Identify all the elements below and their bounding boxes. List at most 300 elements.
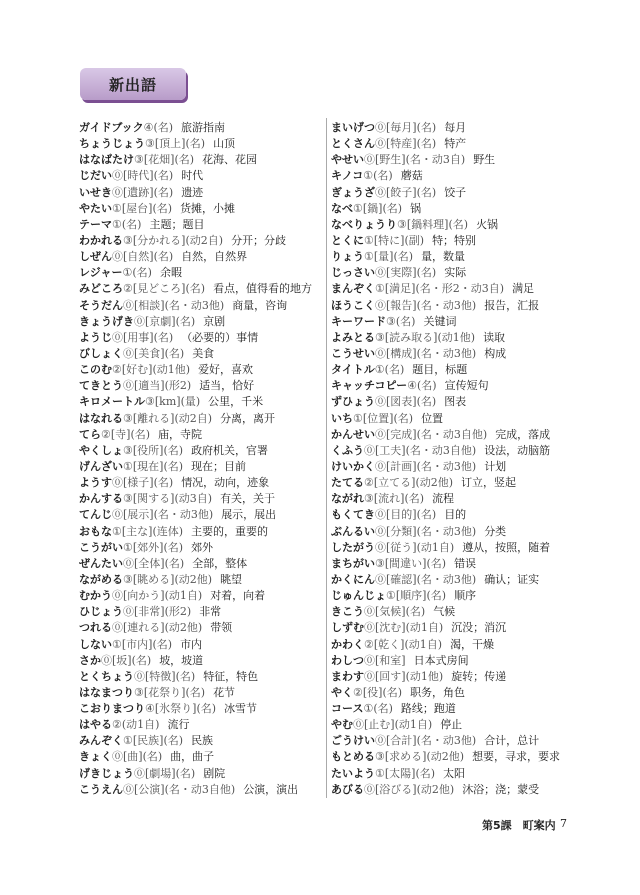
accent-mark: ⓪	[123, 605, 134, 619]
vocab-meaning: 锅	[410, 201, 422, 215]
vocab-meaning: 职务，角色	[410, 685, 466, 699]
vocab-word: したがう	[331, 540, 375, 554]
vocab-word: てきとう	[79, 379, 123, 393]
vocab-kanji: [構成]	[386, 346, 417, 360]
accent-mark: ③	[123, 233, 133, 247]
vocab-entry	[331, 233, 581, 249]
vocab-word: くふう	[331, 443, 364, 457]
vocab-meaning: 停止	[440, 718, 463, 732]
vocab-word: もくてき	[331, 508, 375, 522]
part-of-speech: (名)	[416, 395, 437, 409]
accent-mark: ⓪	[375, 137, 386, 151]
vocab-entry	[79, 314, 329, 330]
vocab-kanji: [分類]	[386, 524, 417, 538]
accent-mark: ⓪	[364, 443, 375, 457]
part-of-speech: (名・动3他)	[153, 508, 214, 522]
accent-mark: ①	[353, 201, 363, 215]
accent-mark: ⓪	[123, 782, 134, 796]
vocab-kanji: [役]	[362, 685, 383, 699]
vocab-kanji: [確認]	[386, 572, 417, 586]
accent-mark: ③	[375, 750, 385, 764]
vocab-meaning: 遗迹	[181, 185, 204, 199]
accent-mark: ①	[112, 637, 122, 651]
accent-mark: ⓪	[364, 621, 375, 635]
vocab-meaning: 适当，恰好	[199, 379, 255, 393]
vocab-meaning: 公里，千米	[208, 395, 264, 409]
vocab-entry	[331, 427, 581, 443]
vocab-word: たいよう	[331, 766, 375, 780]
vocab-kanji: [用事]	[123, 330, 154, 344]
vocab-meaning: 想要，寻求，要求	[472, 750, 561, 764]
vocab-word: ごうけい	[331, 734, 375, 748]
vocab-meaning: 订立，竖起	[461, 476, 517, 490]
part-of-speech: (动2他)	[415, 476, 454, 490]
part-of-speech: (名・动3自他)	[416, 427, 488, 441]
vocab-word: ながめる	[79, 572, 123, 586]
accent-mark: ⓪	[375, 524, 386, 538]
vocab-entry	[331, 168, 581, 184]
vocab-kanji: [民族]	[132, 734, 164, 748]
part-of-speech: (名)	[395, 314, 416, 328]
part-of-speech: (名)	[416, 508, 437, 522]
vocab-meaning: 构成	[484, 346, 507, 360]
vocab-meaning: 遵从，按照，随着	[462, 540, 551, 554]
accent-mark: ①	[374, 363, 385, 377]
part-of-speech: (动2自)	[174, 411, 213, 425]
accent-mark: ⓪	[364, 669, 375, 683]
part-of-speech: (动1自)	[164, 589, 203, 603]
accent-mark: ⓪	[375, 266, 386, 280]
vocab-entry	[331, 249, 581, 265]
vocab-kanji: [km]	[154, 395, 181, 409]
vocab-meaning: 商量，咨询	[232, 298, 288, 312]
vocab-word: てら	[79, 427, 101, 441]
accent-mark: ⓪	[364, 653, 375, 667]
vocab-word: じゅんじょ	[331, 589, 386, 603]
vocab-meaning: 剧院	[203, 766, 226, 780]
accent-mark: ⓪	[364, 605, 375, 619]
vocab-meaning: 每月	[444, 121, 467, 134]
vocab-word: いせき	[79, 185, 112, 199]
accent-mark: ①	[123, 540, 133, 554]
part-of-speech: (名)	[373, 702, 393, 716]
vocab-word: ガイドブック	[79, 121, 144, 134]
accent-mark: ⓪	[112, 621, 123, 635]
part-of-speech: (名)	[416, 266, 437, 280]
vocab-entry	[331, 217, 581, 233]
accent-mark: ⓪	[375, 459, 386, 473]
vocab-word: りょう	[331, 250, 364, 264]
vocab-word: そうだん	[79, 298, 123, 312]
part-of-speech: (名)	[153, 330, 174, 344]
accent-mark: ①	[112, 201, 122, 215]
vocab-word: おもな	[79, 524, 112, 538]
vocab-word: やむ	[331, 718, 353, 732]
vocab-word: けいかく	[331, 459, 375, 473]
part-of-speech: (名)	[163, 540, 184, 554]
vocab-word: なべりょうり	[331, 217, 397, 231]
accent-mark: ⓪	[134, 669, 145, 683]
vocab-meaning: 分开；分歧	[231, 233, 287, 247]
vocab-meaning: 确认；证实	[484, 572, 540, 586]
accent-mark: ①	[375, 282, 385, 296]
part-of-speech: (名)	[175, 669, 196, 683]
vocab-meaning: 日本式房间	[413, 653, 469, 667]
part-of-speech: (名)	[426, 556, 447, 570]
vocab-meaning: 火锅	[476, 217, 499, 231]
vocab-kanji: [遺跡]	[123, 185, 154, 199]
part-of-speech: (名)	[417, 379, 437, 393]
vocab-word: きょうげき	[79, 314, 134, 328]
vocab-kanji: [完成]	[386, 427, 417, 441]
vocab-word: ながれ	[331, 492, 364, 506]
vocab-entry	[331, 782, 581, 798]
part-of-speech: (名)	[163, 459, 184, 473]
vocab-kanji: [適当]	[134, 379, 165, 393]
accent-mark: ⓪	[112, 330, 123, 344]
part-of-speech: (名・动3他)	[416, 734, 477, 748]
vocab-kanji: [屋台]	[121, 201, 153, 215]
accent-mark: ⓪	[112, 185, 123, 199]
vocab-kanji: [見どころ]	[132, 282, 186, 296]
part-of-speech: (动1自)	[121, 718, 160, 732]
vocab-word: まんぞく	[331, 282, 375, 296]
part-of-speech: (名)	[142, 750, 163, 764]
vocab-meaning: 野生	[473, 153, 496, 167]
vocab-meaning: 满足	[512, 282, 535, 296]
vocab-word: ぶんるい	[331, 524, 375, 538]
part-of-speech: (动3自)	[174, 492, 213, 506]
vocab-word: しぜん	[79, 250, 112, 264]
vocab-word: かくにん	[331, 572, 375, 586]
vocab-entry	[331, 265, 581, 281]
vocab-word: ずひょう	[331, 395, 375, 409]
vocab-kanji: [劇場]	[145, 766, 176, 780]
vocab-meaning: 设法，动脑筋	[484, 443, 551, 457]
part-of-speech: (动2他)	[416, 782, 455, 796]
vocab-meaning: 对着，向着	[210, 589, 266, 603]
vocab-entry	[79, 540, 329, 556]
vocab-entry	[79, 378, 329, 394]
part-of-speech: (动2他)	[174, 572, 213, 586]
accent-mark: ④	[143, 121, 154, 134]
vocab-entry	[331, 588, 581, 604]
vocab-meaning: 报告，汇报	[484, 298, 540, 312]
vocab-kanji: [展示]	[123, 508, 154, 522]
accent-mark: ⓪	[134, 314, 145, 328]
accent-mark: ⓪	[375, 121, 386, 134]
part-of-speech: (名)	[164, 556, 185, 570]
part-of-speech: (名)	[185, 282, 206, 296]
vocab-kanji: [主な]	[121, 524, 153, 538]
vocab-meaning: 眺望	[220, 572, 243, 586]
vocab-entry	[79, 766, 329, 782]
vocab-entry	[331, 346, 581, 362]
accent-mark: ⓪	[375, 734, 386, 748]
vocab-entry	[331, 669, 581, 685]
vocab-word: いち	[331, 411, 353, 425]
part-of-speech: (名・动3自)	[405, 153, 466, 167]
vocab-word: むかう	[79, 589, 112, 603]
vocab-entry	[79, 443, 329, 459]
accent-mark: ⓪	[123, 298, 134, 312]
vocab-entry	[79, 394, 329, 410]
vocab-meaning: 宣传短句	[444, 379, 489, 393]
vocab-entry	[331, 507, 581, 523]
vocab-entry	[79, 524, 329, 540]
accent-mark: ⓪	[364, 153, 375, 167]
vocab-kanji: [気候]	[375, 605, 406, 619]
accent-mark: ⓪	[375, 346, 386, 360]
accent-mark: ①	[112, 524, 122, 538]
vocab-entry	[79, 168, 329, 184]
accent-mark: ③	[397, 217, 407, 231]
vocab-word: キノコ	[331, 169, 364, 183]
vocab-word: キロメートル	[79, 395, 145, 409]
vocab-word: げんざい	[79, 459, 123, 473]
part-of-speech: (动1自)	[405, 621, 444, 635]
vocab-word: かわく	[331, 637, 364, 651]
vocab-word: わしつ	[331, 653, 364, 667]
vocab-kanji: [立てる]	[373, 476, 416, 490]
vocab-word: キャッチコピー	[331, 379, 408, 393]
vocab-kanji: [止む]	[364, 718, 395, 732]
vocab-meaning: 民族	[191, 734, 214, 748]
part-of-speech: (名・形2・动3自)	[415, 282, 505, 296]
accent-mark: ⓪	[375, 395, 386, 409]
vocab-kanji: [郊外]	[132, 540, 164, 554]
part-of-speech: (名)	[416, 121, 437, 134]
accent-mark: ③	[375, 556, 385, 570]
part-of-speech: (动2他)	[164, 621, 203, 635]
vocab-word: わかれる	[79, 233, 123, 247]
vocab-kanji: [回す]	[375, 669, 406, 683]
part-of-speech: (名)	[382, 201, 403, 215]
vocab-meaning: 太阳	[443, 766, 466, 780]
vocab-meaning: 位置	[421, 411, 444, 425]
accent-mark: ⓪	[364, 782, 375, 796]
vocab-meaning: 关键词	[423, 314, 457, 328]
vocab-meaning: 分类	[484, 524, 507, 538]
vocab-entry	[79, 701, 329, 717]
vocab-entry	[79, 685, 329, 701]
vocab-kanji: [京劇]	[145, 314, 176, 328]
vocab-word: とくちょう	[79, 669, 134, 683]
part-of-speech: (名)	[153, 121, 174, 134]
vocab-kanji: [浴びる]	[375, 782, 417, 796]
accent-mark: ③	[145, 137, 155, 151]
vocab-entry	[79, 201, 329, 217]
accent-mark: ⓪	[112, 508, 123, 522]
vocab-meaning: 顺序	[454, 589, 477, 603]
part-of-speech: (名・动3自他)	[405, 443, 477, 457]
vocab-entry	[331, 685, 581, 701]
part-of-speech: (名・动3他)	[416, 524, 477, 538]
vocab-entry	[79, 120, 329, 136]
vocab-entry	[331, 572, 581, 588]
part-of-speech: (名)	[185, 137, 206, 151]
vocab-word: やく	[331, 685, 353, 699]
part-of-speech: (名)	[153, 250, 174, 264]
part-of-speech: (动1自)	[394, 718, 433, 732]
vocab-entry	[79, 152, 329, 168]
vocab-kanji: [氷祭り]	[154, 702, 197, 716]
accent-mark: ⓪	[112, 750, 123, 764]
part-of-speech: (名)	[132, 266, 152, 280]
accent-mark: ①	[364, 233, 374, 247]
vocab-entry	[331, 766, 581, 782]
vocab-entry	[331, 749, 581, 765]
vocab-kanji: [特産]	[386, 137, 417, 151]
part-of-speech: (名)	[416, 185, 437, 199]
vocab-kanji: [報告]	[386, 298, 417, 312]
accent-mark: ③	[134, 153, 144, 167]
vocab-entry	[79, 653, 329, 669]
accent-mark: ③	[145, 395, 155, 409]
vocab-kanji: [寺]	[110, 427, 131, 441]
vocab-meaning: 公演，演出	[243, 782, 299, 796]
accent-mark: ⓪	[375, 508, 386, 522]
accent-mark: ③	[386, 314, 396, 328]
part-of-speech: (名)	[121, 217, 142, 231]
vocab-word: やせい	[331, 153, 364, 167]
vocab-entry	[79, 459, 329, 475]
vocab-kanji: [合計]	[386, 734, 417, 748]
vocab-entry	[331, 556, 581, 572]
vocab-kanji: [自然]	[123, 250, 154, 264]
vocab-entry	[331, 378, 581, 394]
vocab-word: こうえん	[79, 782, 123, 796]
vocab-entry	[331, 604, 581, 620]
vocab-entry	[79, 507, 329, 523]
vocab-meaning: 山顶	[213, 137, 236, 151]
accent-mark: ⓪	[134, 766, 145, 780]
part-of-speech: (名)	[426, 589, 447, 603]
page-number: 7	[560, 817, 567, 830]
vocab-meaning: 蘑菇	[400, 169, 423, 183]
vocab-word: ぎょうざ	[331, 185, 375, 199]
vocab-entry	[331, 701, 581, 717]
part-of-speech: (名)	[415, 766, 436, 780]
accent-mark: ⓪	[123, 379, 134, 393]
vocab-kanji: [連れる]	[123, 621, 165, 635]
vocab-word: はなれる	[79, 411, 123, 425]
vocab-kanji: [頂上]	[154, 137, 186, 151]
vocab-entry	[331, 281, 581, 297]
part-of-speech: (动1他)	[405, 669, 444, 683]
vocab-meaning: 气候	[433, 605, 456, 619]
accent-mark: ③	[123, 572, 133, 586]
vocab-kanji: [現在]	[132, 459, 164, 473]
vocab-word: まちがい	[331, 556, 375, 570]
vocab-word: レジャー	[79, 266, 123, 280]
vocab-word: きこう	[331, 605, 364, 619]
vocab-meaning: 花节	[213, 685, 236, 699]
vocab-entry	[331, 314, 581, 330]
vocab-meaning: 冰雪节	[224, 702, 258, 716]
vocab-entry	[331, 475, 581, 491]
vocab-word: しずむ	[331, 621, 364, 635]
part-of-speech: (名)	[416, 137, 437, 151]
vocab-meaning: 路线；跑道	[400, 702, 456, 716]
accent-mark: ②	[112, 718, 122, 732]
accent-mark: ③	[123, 411, 133, 425]
accent-mark: ⓪	[123, 556, 134, 570]
vocab-kanji: [関する]	[132, 492, 175, 506]
vocab-meaning: 饺子	[444, 185, 467, 199]
vocab-meaning: 特产	[444, 137, 467, 151]
vocab-meaning: 主要的，重要的	[191, 524, 269, 538]
part-of-speech: (名)	[163, 443, 184, 457]
vocab-meaning: 美食	[192, 346, 215, 360]
vocab-entry	[79, 346, 329, 362]
vocab-kanji: [様子]	[123, 476, 154, 490]
vocab-column-right	[331, 120, 581, 798]
vocab-word: さか	[79, 653, 101, 667]
vocab-kanji: [眺める]	[132, 572, 175, 586]
vocab-entry	[79, 185, 329, 201]
accent-mark: ⓪	[123, 346, 134, 360]
vocab-meaning: 量，数量	[421, 250, 466, 264]
vocab-kanji: [役所]	[132, 443, 164, 457]
part-of-speech: (名)	[404, 492, 425, 506]
vocab-meaning: 沐浴；浇；蒙受	[462, 782, 540, 796]
vocab-word: こうせい	[331, 346, 375, 360]
vocab-entry	[79, 782, 329, 798]
part-of-speech: (副)	[404, 233, 425, 247]
vocab-kanji: [毎月]	[386, 121, 417, 134]
vocab-kanji: [花畑]	[143, 153, 175, 167]
accent-mark: ⓪	[375, 185, 386, 199]
vocab-entry	[331, 185, 581, 201]
vocab-entry	[331, 540, 581, 556]
vocab-meaning: 情况，动向，迹象	[181, 476, 270, 490]
vocab-entry	[79, 556, 329, 572]
vocab-entry	[79, 427, 329, 443]
vocab-entry	[331, 733, 581, 749]
vocab-kanji: [実際]	[386, 266, 417, 280]
vocab-entry	[79, 330, 329, 346]
column-divider	[326, 118, 327, 798]
vocab-meaning: 特；特别	[432, 233, 477, 247]
part-of-speech: (名)	[163, 734, 184, 748]
vocab-word: ようす	[79, 476, 112, 490]
vocab-meaning: 题目，标题	[412, 363, 468, 377]
vocab-word: はなまつり	[79, 685, 134, 699]
vocab-word: もとめる	[331, 750, 375, 764]
vocab-meaning: 庙，寺院	[158, 427, 203, 441]
accent-mark: ②	[112, 363, 122, 377]
part-of-speech: (动1他)	[437, 330, 476, 344]
part-of-speech: (动1自)	[404, 637, 443, 651]
part-of-speech: (名)	[175, 766, 196, 780]
vocab-word: やたい	[79, 201, 112, 215]
vocab-word: ちょうじょう	[79, 137, 145, 151]
part-of-speech: (名)	[185, 685, 206, 699]
accent-mark: ⓪	[375, 572, 386, 586]
vocab-meaning: 现在；目前	[191, 459, 247, 473]
vocab-entry	[331, 411, 581, 427]
vocab-word: ぜんたい	[79, 556, 123, 570]
vocab-word: かんせい	[331, 427, 375, 441]
part-of-speech: (动2他)	[426, 750, 465, 764]
vocab-meaning: 旅游指南	[181, 121, 226, 134]
accent-mark: ①	[363, 169, 374, 183]
vocab-word: てんじ	[79, 508, 112, 522]
accent-mark: ①	[112, 217, 122, 231]
vocab-entry	[79, 717, 329, 733]
vocab-entry	[331, 201, 581, 217]
